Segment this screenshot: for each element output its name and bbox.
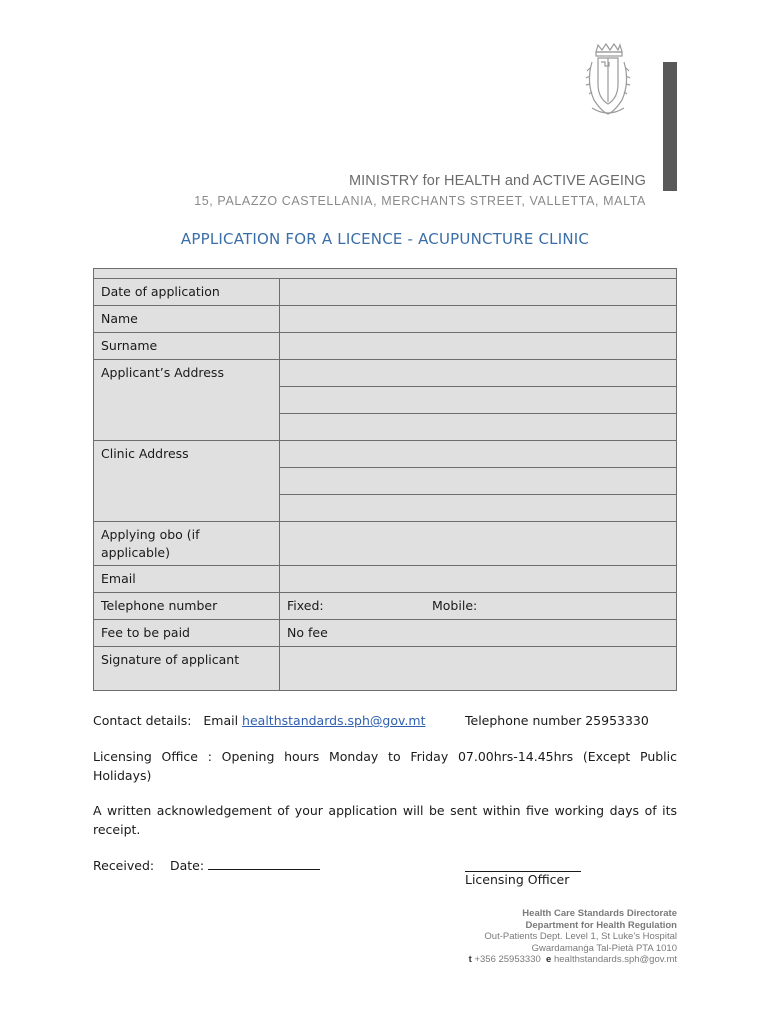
contact-prefix: Contact details: Email: [93, 713, 243, 728]
surname-field[interactable]: [280, 333, 677, 360]
signature-field[interactable]: [280, 647, 677, 691]
ministry-name: MINISTRY for HEALTH and ACTIVE AGEING: [348, 173, 646, 189]
table-row: [94, 566, 677, 593]
applying-obo-field[interactable]: [280, 522, 677, 566]
footer-email: healthstandards.sph@gov.mt: [551, 954, 677, 965]
contact-telephone: Telephone number 25953330: [465, 713, 649, 728]
footer-postcode: Gwardamanġa Tal-Pietà PTA 1010: [531, 942, 677, 954]
contact-details: [93, 711, 677, 730]
clinic-address-field-3[interactable]: [280, 495, 677, 522]
email-field[interactable]: [280, 566, 677, 593]
received-label: Received:: [93, 858, 155, 873]
date-of-application-label: Date of application: [94, 279, 280, 306]
footer-contact: [469, 954, 677, 966]
clinic-address-label: Clinic Address: [94, 441, 280, 522]
fee-label: Fee to be paid: [94, 620, 280, 647]
footer-location: Out-Patients Dept. Level 1, St Luke’s Hospital: [484, 931, 677, 942]
ministry-address: 15, PALAZZO CASTELLANIA, MERCHANTS STREET, VALLETTA, MALTA: [194, 194, 646, 208]
application-form-table: [93, 268, 677, 691]
email-label: Email: [94, 566, 280, 593]
name-label: Name: [94, 306, 280, 333]
crest-icon: [582, 42, 634, 120]
telephone-field[interactable]: [280, 593, 677, 620]
applicant-address-label: Applicant’s Address: [94, 360, 280, 441]
clinic-address-field-2[interactable]: [280, 468, 677, 495]
table-row: [94, 620, 677, 647]
mobile-label: Mobile:: [432, 598, 478, 613]
footer-email-key: e: [546, 954, 552, 965]
signature-label: Signature of applicant: [94, 647, 280, 691]
table-row: [94, 522, 677, 566]
licensing-officer-label: Licensing Officer: [465, 872, 570, 887]
acknowledgement-notice: A written acknowledgement of your application will be sent within five working days of its receipt.: [93, 803, 677, 837]
footer-directorate: Health Care Standards Directorate: [522, 908, 677, 919]
side-accent-bar: [663, 62, 677, 191]
table-row: [94, 593, 677, 620]
applicant-address-field-1[interactable]: [280, 360, 677, 387]
fee-value: No fee: [280, 620, 677, 647]
table-row: [94, 306, 677, 333]
date-of-application-field[interactable]: [280, 279, 677, 306]
table-row: [94, 279, 677, 306]
applying-obo-label: Applying obo (if applicable): [94, 522, 280, 566]
table-row: [94, 333, 677, 360]
table-row: [94, 647, 677, 691]
licensing-office-hours: Licensing Office : Opening hours Monday to Friday 07.00hrs-14.45hrs (Except Public Holidays): [93, 749, 677, 783]
footer-phone: +356 25953330: [471, 954, 547, 965]
form-title: APPLICATION FOR A LICENCE - ACUPUNCTURE CLINIC: [180, 230, 590, 248]
received-date-field[interactable]: [208, 855, 320, 870]
government-crest: [582, 42, 634, 120]
fixed-label: Fixed:: [287, 598, 324, 613]
applicant-address-field-2[interactable]: [280, 387, 677, 414]
received-date-label: Date:: [170, 858, 205, 873]
surname-label: Surname: [94, 333, 280, 360]
footer-address-block: [469, 908, 677, 966]
contact-email-link[interactable]: healthstandards.sph@gov.mt: [242, 713, 426, 728]
applicant-address-field-3[interactable]: [280, 414, 677, 441]
received-line: [93, 855, 677, 875]
table-header-strip: [94, 269, 677, 279]
footer-department: Department for Health Regulation: [525, 919, 677, 931]
clinic-address-field-1[interactable]: [280, 441, 677, 468]
table-row: [94, 360, 677, 387]
telephone-label: Telephone number: [94, 593, 280, 620]
table-row: [94, 441, 677, 468]
name-field[interactable]: [280, 306, 677, 333]
footer-phone-key: t: [468, 954, 472, 965]
